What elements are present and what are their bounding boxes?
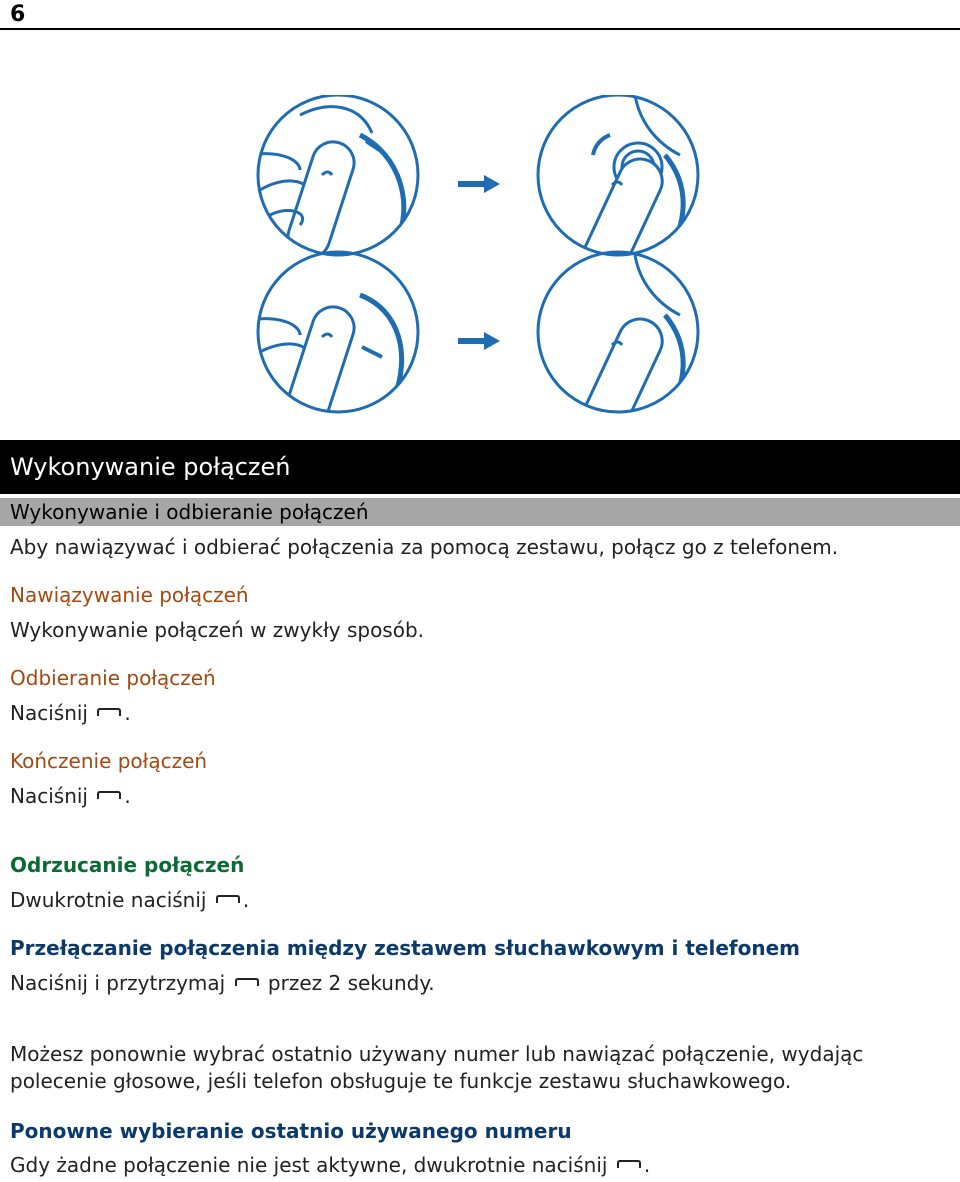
step-1-panel	[250, 95, 418, 264]
redial-heading: Ponowne wybieranie ostatnio używanego numeru	[10, 1119, 572, 1143]
intro-text: Aby nawiązywać i odbierać połączenia za pomocą zestawu, połącz go z telefonem.	[10, 535, 839, 559]
subsection-title: Wykonywanie i odbieranie połączeń	[0, 498, 960, 526]
arrow-right-icon	[458, 332, 500, 350]
answer-calls-text: Naciśnij .	[10, 701, 131, 725]
redial-text: Gdy żadne połączenie nie jest aktywne, dwukrotnie naciśnij .	[10, 1153, 651, 1177]
call-key-icon	[234, 977, 260, 987]
end-calls-text: Naciśnij .	[10, 784, 131, 808]
reject-calls-text: Dwukrotnie naciśnij .	[10, 888, 250, 912]
step-4-panel	[538, 252, 698, 415]
voice-dial-text-line-2: polecenie głosowe, jeśli telefon obsługuje te funkcje zestawu słuchawkowego.	[10, 1069, 792, 1093]
step-2-panel	[538, 95, 698, 288]
section-title: Wykonywanie połączeń	[0, 440, 960, 494]
call-key-icon	[96, 707, 122, 717]
top-rule	[0, 28, 960, 30]
reject-calls-heading: Odrzucanie połączeń	[10, 853, 245, 877]
making-calls-text: Wykonywanie połączeń w zwykły sposób.	[10, 618, 425, 642]
arrow-right-icon	[458, 175, 500, 193]
step-3-panel	[250, 252, 418, 415]
headset-illustration	[0, 95, 960, 415]
page-number: 6	[10, 2, 26, 27]
call-key-icon	[215, 894, 241, 904]
answer-calls-heading: Odbieranie połączeń	[10, 666, 216, 690]
making-calls-heading: Nawiązywanie połączeń	[10, 583, 249, 607]
switch-call-heading: Przełączanie połączenia między zestawem słuchawkowym i telefonem	[10, 936, 800, 960]
end-calls-heading: Kończenie połączeń	[10, 749, 208, 773]
call-key-icon	[96, 790, 122, 800]
call-key-icon	[616, 1159, 642, 1169]
voice-dial-text-line-1: Możesz ponownie wybrać ostatnio używany numer lub nawiązać połączenie, wydając	[10, 1042, 864, 1066]
switch-call-text: Naciśnij i przytrzymaj przez 2 sekundy.	[10, 971, 435, 995]
